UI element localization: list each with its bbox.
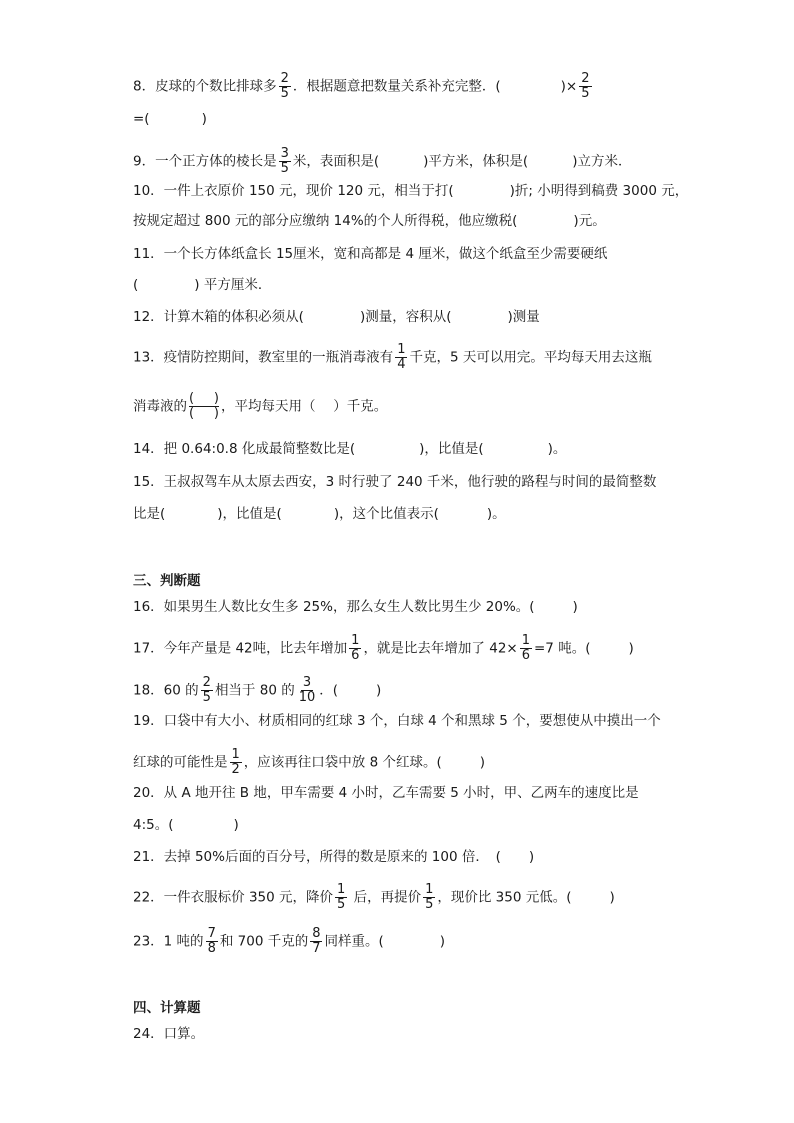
q22-text-c: ，现价比 350 元低。( [437,889,572,906]
question-20 [133,784,639,802]
q13-text-c: 消毒液的 [133,398,187,415]
q8-text-b: ．根据题意把数量关系补充完整．( [292,78,501,95]
q21-text-a: 21．去掉 50%后面的百分号，所得的数是原来的 100 倍． ( [133,849,501,865]
q22-text-a: 22．一件衣服标价 350 元，降价 [133,889,334,906]
q13-text-a: 13．疫情防控期间，教室里的一瓶消毒液有 [133,349,394,366]
q21-text-b: ) [528,849,535,865]
q15-text-e: )。 [486,506,506,522]
q8-text-c: )× [560,78,578,95]
q18-text-b: 相当于 80 的 [214,682,295,699]
section-4-heading: 四、计算题 [133,1000,201,1016]
q23-text-b: 和 700 千克的 [219,933,309,950]
question-18 [133,676,381,705]
q9-text-a: 9．一个正方体的棱长是 [133,153,277,170]
question-24 [133,1025,204,1043]
q9-text-b: 米，表面积是( [292,153,380,170]
q11-text-b: ( [133,277,139,293]
q8-text-e: ) [201,111,207,127]
question-13-cont [133,392,387,421]
question-20-cont [133,816,239,834]
question-8-cont [133,110,207,128]
q8-text-d: =( [133,111,150,127]
q23-text-a: 23．1 吨的 [133,933,204,950]
q18-fraction-2: $\frac{3}{10}$ [298,675,316,705]
q23-text-d: ) [439,933,446,950]
q18-text-c: ．( [319,682,339,699]
q23-fraction-2: $\frac{8}{7}$ [312,926,321,956]
q10-text-b: )折; 小明得到稿费 3000 元， [509,183,689,199]
q8-text-a: 8．皮球的个数比排球多 [133,78,277,95]
q14-text-b: )，比值是( [419,441,484,457]
q12-text-b: )测量，容积从( [359,309,452,325]
q16-text-b: ) [572,599,578,615]
question-15-cont [133,505,506,523]
q18-fraction: $\frac{2}{5}$ [202,675,211,705]
q17-text-b: ，就是比去年增加了 42× [363,640,518,657]
q10-text-c: 按规定超过 800 元的部分应缴纳 14%的个人所得税，他应缴税( [133,213,518,229]
q22-fraction: $\frac{1}{5}$ [337,882,346,912]
q20-text-a: 20．从 A 地开往 B 地，甲车需要 4 小时，乙车需要 5 小时，甲、乙两车的速度比是 [133,785,639,801]
q17-fraction: $\frac{1}{6}$ [351,633,360,663]
q11-text-a: 11．一个长方体纸盒长 15厘米，宽和高都是 4 厘米，做这个纸盒至少需要硬纸 [133,246,608,262]
q17-fraction-2: $\frac{1}{6}$ [521,633,530,663]
question-14 [133,440,566,458]
q23-fraction: $\frac{7}{8}$ [207,926,216,956]
q8-fraction: $\frac{2}{5}$ [280,71,289,101]
q15-text-b: 比是( [133,506,166,522]
q23-text-c: 同样重。( [324,933,384,950]
q12-text-a: 12．计算木箱的体积必须从( [133,309,304,325]
section-3-heading: 三、判断题 [133,573,201,589]
q13-text-b: 千克，5 天可以用完。平均每天用去这瓶 [409,349,652,366]
q18-text-d: ) [376,682,382,699]
q15-text-a: 15．王叔叔驾车从太原去西安，3 时行驶了 240 千米，他行驶的路程与时间的最简整数 [133,474,657,490]
q9-text-c: )平方米，体积是( [423,153,529,170]
q20-text-c: ) [233,817,239,833]
question-12 [133,308,540,326]
question-17 [133,634,634,663]
q20-text-b: 4:5。( [133,817,174,833]
question-11 [133,245,607,263]
q22-fraction-2: $\frac{1}{5}$ [425,882,434,912]
question-16 [133,598,578,616]
q22-text-b: 后，再提价 [349,889,422,906]
question-10 [133,182,688,200]
question-8 [133,72,594,101]
q19-text-b: 红球的可能性是 [133,754,228,771]
q9-fraction: $\frac{3}{5}$ [280,146,289,176]
q19-text-d: ) [479,754,486,771]
question-19-cont [133,748,485,777]
q10-text-d: )元。 [573,213,606,229]
q24-text-a: 24．口算。 [133,1026,205,1042]
q15-text-d: )，这个比值表示( [333,506,439,522]
q12-text-c: )测量 [507,309,540,325]
q15-text-c: )，比值是( [217,506,282,522]
q14-text-a: 14．把 0.64:0.8 化成最简整数比是( [133,441,356,457]
q22-text-d: ) [609,889,615,906]
q17-text-d: ) [628,640,634,657]
q17-text-c: =7 吨。( [534,640,591,657]
question-22 [133,883,615,912]
q18-text-a: 18．60 的 [133,682,199,699]
q19-fraction: $\frac{1}{2}$ [231,747,240,777]
q13-fraction: $\frac{1}{4}$ [397,342,406,372]
question-10-cont [133,212,606,230]
q13-blank-fraction[interactable]: ( ) ( ) [189,391,219,421]
question-11-cont [133,276,271,294]
q10-text-a: 10．一件上衣原价 150 元，现价 120 元，相当于打( [133,183,454,199]
question-21 [133,848,534,866]
q9-text-d: )立方米． [572,153,632,170]
q17-text-a: 17．今年产量是 42吨，比去年增加 [133,640,348,657]
question-19 [133,712,661,730]
question-15 [133,473,656,491]
q8-fraction-2: $\frac{2}{5}$ [581,71,590,101]
question-23 [133,927,445,956]
q11-text-c: ) 平方厘米． [194,277,272,293]
q19-text-a: 19．口袋中有大小、材质相同的红球 3 个，白球 4 个和黑球 5 个，要想使从中摸出一个 [133,713,661,729]
q16-text-a: 16．如果男生人数比女生多 25%，那么女生人数比男生少 20%。( [133,599,535,615]
q13-text-d: ，平均每天用（ ）千克。 [221,398,388,415]
q19-text-c: ，应该再往口袋中放 8 个红球。( [243,754,442,771]
question-9 [133,147,631,176]
q14-text-c: )。 [547,441,567,457]
question-13 [133,343,652,372]
